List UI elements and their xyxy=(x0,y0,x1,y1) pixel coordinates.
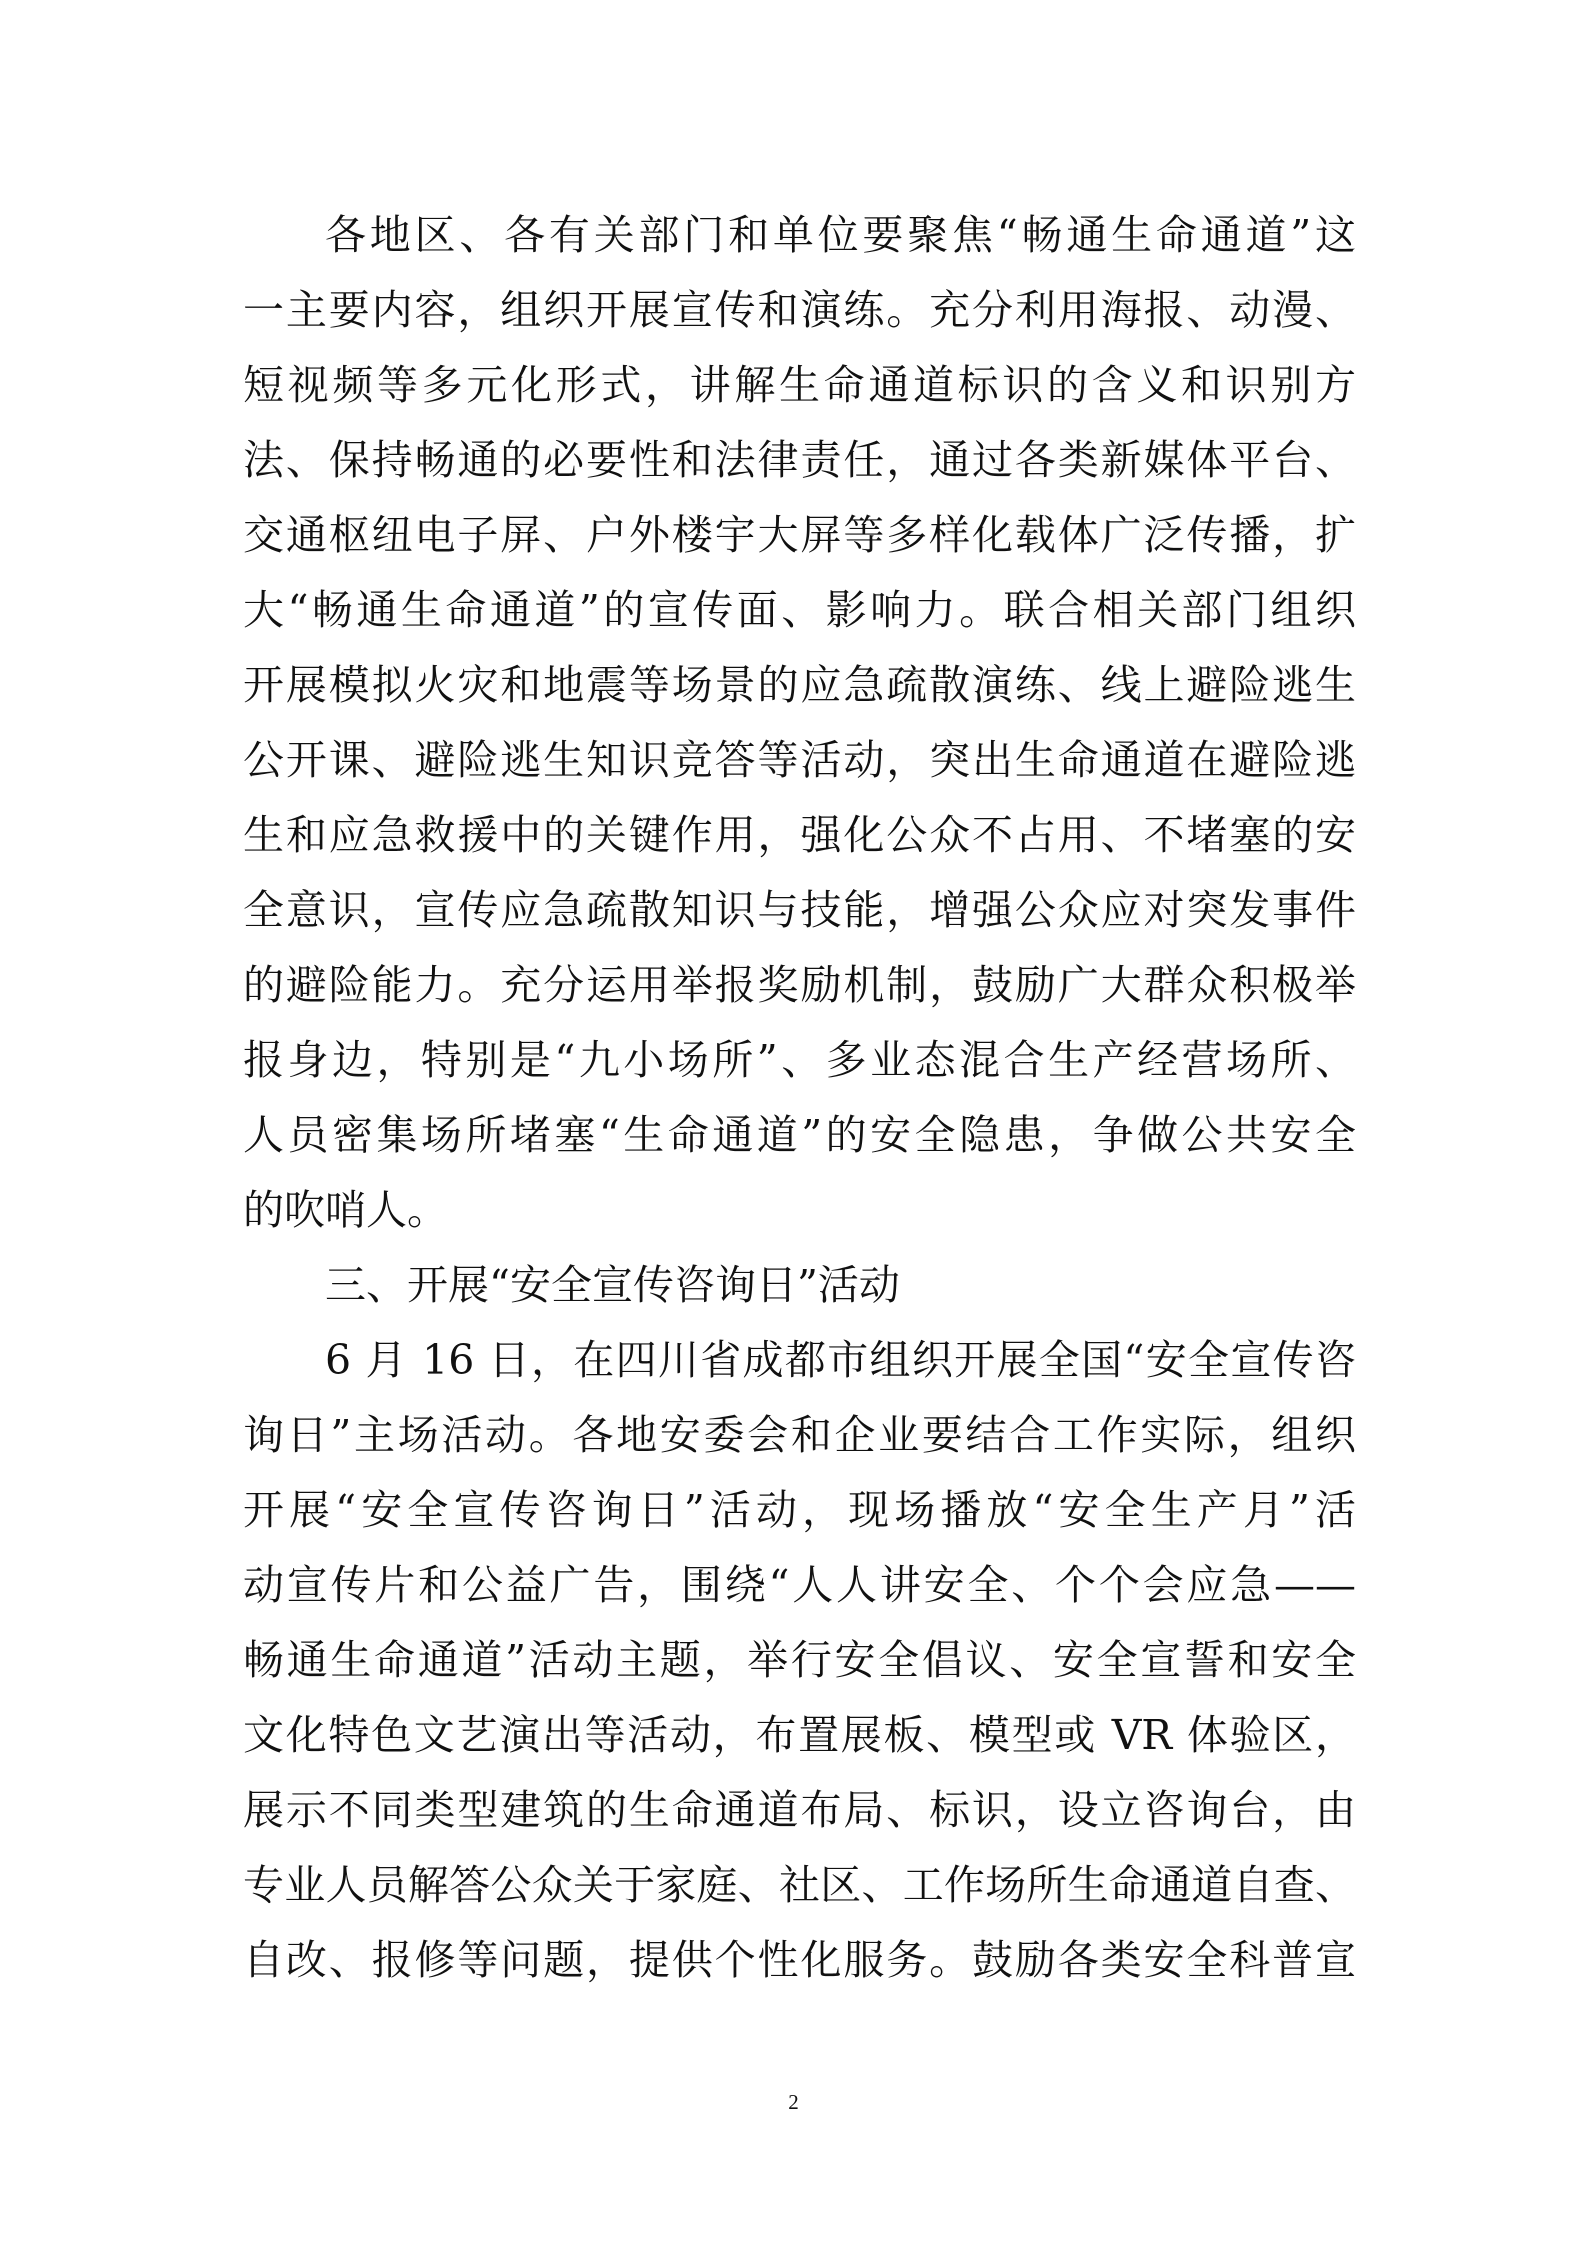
text-line: 自改、报修等问题，提供个性化服务。鼓励各类安全科普宣 xyxy=(243,1936,1356,1984)
text-line: 开展模拟火灾和地震等场景的应急疏散演练、线上避险逃生 xyxy=(243,661,1356,709)
text-line: 开展“安全宣传咨询日”活动，现场播放“安全生产月”活 xyxy=(243,1486,1356,1534)
text-line: 各地区、各有关部门和单位要聚焦“畅通生命通道”这 xyxy=(325,211,1356,259)
text-line: 的吹哨人。 xyxy=(243,1186,448,1234)
text-line: 生和应急救援中的关键作用，强化公众不占用、不堵塞的安 xyxy=(243,811,1356,859)
text-line: 6 月 16 日，在四川省成都市组织开展全国“安全宣传咨 xyxy=(325,1336,1356,1384)
text-line: 文化特色文艺演出等活动，布置展板、模型或 VR 体验区， xyxy=(243,1711,1356,1759)
text-line: 公开课、避险逃生知识竞答等活动，突出生命通道在避险逃 xyxy=(243,736,1356,784)
section-heading: 三、开展“安全宣传咨询日”活动 xyxy=(325,1261,900,1309)
text-line: 专业人员解答公众关于家庭、社区、工作场所生命通道自查、 xyxy=(243,1861,1356,1909)
text-line: 法、保持畅通的必要性和法律责任，通过各类新媒体平台、 xyxy=(243,436,1356,484)
text-line: 展示不同类型建筑的生命通道布局、标识，设立咨询台，由 xyxy=(243,1786,1356,1834)
text-line: 大“畅通生命通道”的宣传面、影响力。联合相关部门组织 xyxy=(243,586,1356,634)
text-line: 一主要内容，组织开展宣传和演练。充分利用海报、动漫、 xyxy=(243,286,1356,334)
text-line: 交通枢纽电子屏、户外楼宇大屏等多样化载体广泛传播，扩 xyxy=(243,511,1356,559)
text-line: 畅通生命通道”活动主题，举行安全倡议、安全宣誓和安全 xyxy=(243,1636,1356,1684)
text-line: 的避险能力。充分运用举报奖励机制，鼓励广大群众积极举 xyxy=(243,961,1356,1009)
text-line: 询日”主场活动。各地安委会和企业要结合工作实际，组织 xyxy=(243,1411,1356,1459)
text-line: 短视频等多元化形式，讲解生命通道标识的含义和识别方 xyxy=(243,361,1356,409)
text-line: 动宣传片和公益广告，围绕“人人讲安全、个个会应急—— xyxy=(243,1561,1356,1609)
text-line: 报身边，特别是“九小场所”、多业态混合生产经营场所、 xyxy=(243,1036,1356,1084)
text-line: 人员密集场所堵塞“生命通道”的安全隐患，争做公共安全 xyxy=(243,1111,1356,1159)
text-line: 全意识，宣传应急疏散知识与技能，增强公众应对突发事件 xyxy=(243,886,1356,934)
page-number: 2 xyxy=(788,2090,799,2114)
body-text xyxy=(243,198,1356,1998)
